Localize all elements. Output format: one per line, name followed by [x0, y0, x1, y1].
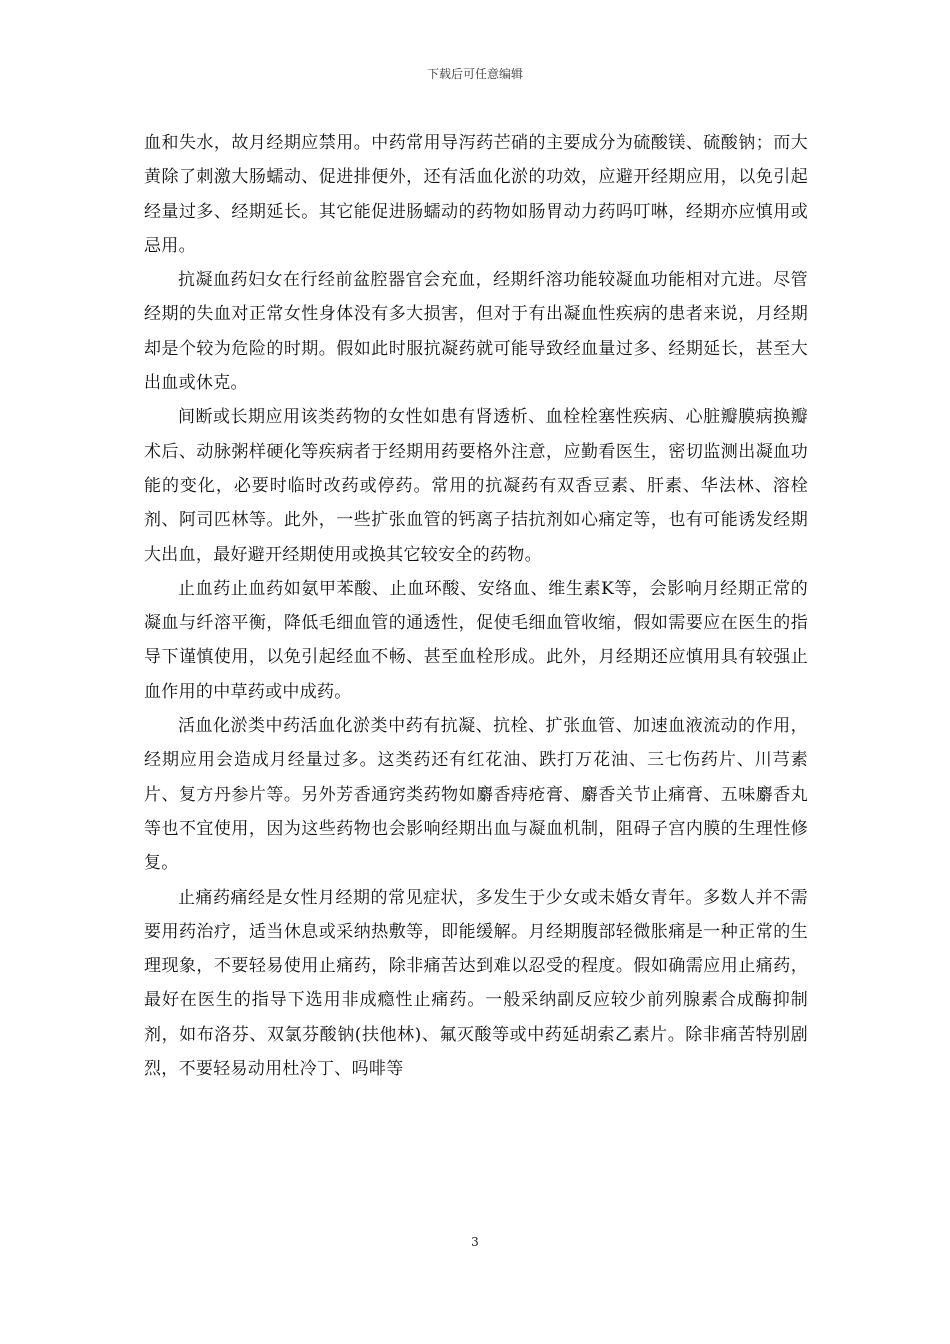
page-number: 3: [471, 1235, 479, 1249]
paragraph-2: 抗凝血药妇女在行经前盆腔器官会充血，经期纤溶功能较凝血功能相对亢进。尽管经期的失血对正常女性身体没有多大损害，但对于有出凝血性疾病的患者来说，月经期却是个较为危险的时期。假如此时服抗凝药就可能导致经血量过多、经期延长，甚至大出血或休克。: [144, 270, 808, 394]
paragraph-5: 活血化淤类中药活血化淤类中药有抗凝、抗栓、扩张血管、加速血液流动的作用，经期应用会造成月经量过多。这类药还有红花油、跌打万花油、三七伤药片、川芎素片、复方丹参片等。另外芳香通窍类药物如麝香痔疮膏、麝香关节止痛膏、五味麝香丸等也不宜使用，因为这些药物也会影响经期出血与凝血机制，阻碍子宫内膜的生理性修复。: [144, 716, 808, 874]
paragraph-4: 止血药止血药如氨甲苯酸、止血环酸、安络血、维生素K等，会影响月经期正常的凝血与纤溶平衡，降低毛细血管的通透性，促使毛细血管收缩，假如需要应在医生的指导下谨慎使用，以免引起经血不畅、甚至血栓形成。此外，月经期还应慎用具有较强止血作用的中草药或中成药。: [144, 578, 808, 702]
paragraph-3: 间断或长期应用该类药物的女性如患有肾透析、血栓栓塞性疾病、心脏瓣膜病换瓣术后、动脉粥样硬化等疾病者于经期用药要格外注意，应勤看医生，密切监测出凝血功能的变化，必要时临时改药或停药。常用的抗凝药有双香豆素、肝素、华法林、溶栓剂、阿司匹林等。此外，一些扩张血管的钙离子拮抗剂如心痛定等，也有可能诱发经期大出血，最好避开经期使用或换其它较安全的药物。: [144, 407, 808, 565]
document-body: [144, 126, 808, 1086]
page-header: 下载后可任意编辑: [426, 67, 523, 81]
paragraph-6: 止痛药痛经是女性月经期的常见症状，多发生于少女或未婚女青年。多数人并不需要用药治疗，适当休息或采纳热敷等，即能缓解。月经期腹部轻微胀痛是一种正常的生理现象，不要轻易使用止痛药，除非痛苦达到难以忍受的程度。假如确需应用止痛药，最好在医生的指导下选用非成瘾性止痛药。一般采纳副反应较少前列腺素合成酶抑制剂，如布洛芬、双氯芬酸钠(扶他林)、氟灭酸等或中药延胡索乙素片。除非痛苦特别剧烈，不要轻易动用杜冷丁、吗啡等: [144, 887, 808, 1080]
paragraph-1: 血和失水，故月经期应禁用。中药常用导泻药芒硝的主要成分为硫酸镁、硫酸钠；而大黄除了刺激大肠蠕动、促进排便外，还有活血化淤的功效，应避开经期应用，以免引起经量过多、经期延长。其它能促进肠蠕动的药物如肠胃动力药吗叮啉，经期亦应慎用或忌用。: [144, 133, 808, 256]
